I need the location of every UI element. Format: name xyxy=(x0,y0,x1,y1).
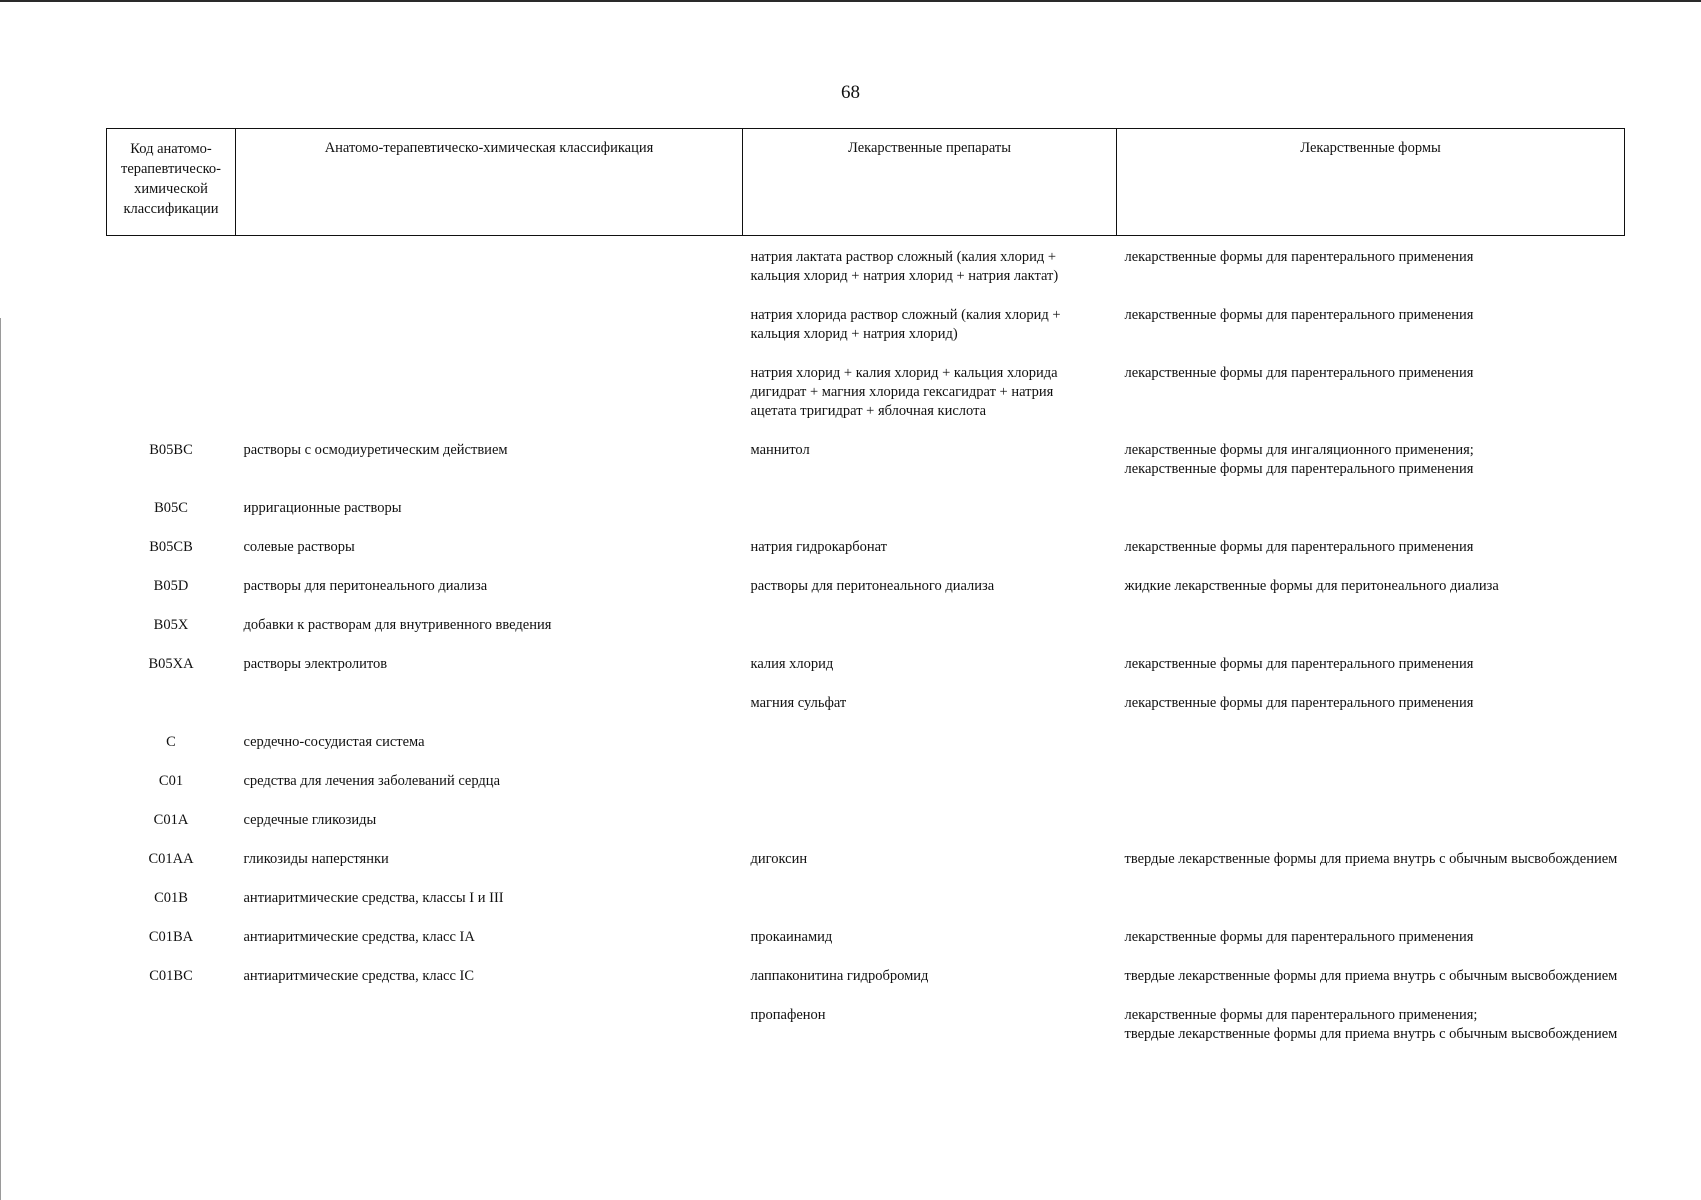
dosage-form-line: лекарственные формы для парентерального применения xyxy=(1124,365,1474,381)
atc-code-cell: C01BC xyxy=(149,968,193,984)
atc-code-cell: C01B xyxy=(154,890,188,906)
drug-name-cell xyxy=(743,499,1117,538)
top-edge-rule xyxy=(0,0,1701,2)
header-atc-classification: Анатомо-терапевтическо-химическая классификация xyxy=(236,129,743,236)
table-row xyxy=(107,577,1625,616)
atc-classification-cell: средства для лечения заболеваний сердца xyxy=(243,773,501,789)
dosage-forms-cell xyxy=(1117,655,1625,694)
table-row xyxy=(107,616,1625,655)
drug-name-cell: натрия гидрокарбонат xyxy=(750,539,888,555)
drug-name-cell xyxy=(743,889,1117,928)
atc-code-cell: B05BC xyxy=(149,442,193,458)
table-row xyxy=(107,694,1625,733)
drug-name-cell: растворы для перитонеального диализа xyxy=(750,578,995,594)
drug-name-cell: натрия лактата раствор сложный (калия хлорид + кальция хлорид + натрия хлорид + натрия лактат) xyxy=(750,249,1059,284)
dosage-forms-cell xyxy=(1117,889,1625,928)
drug-name-cell: магния сульфат xyxy=(750,695,847,711)
table-row xyxy=(107,889,1625,928)
dosage-form-line: лекарственные формы для парентерального применения xyxy=(1124,307,1474,323)
atc-code-cell: C01BA xyxy=(148,929,194,945)
table-row xyxy=(107,772,1625,811)
atc-code-cell xyxy=(107,1006,236,1064)
atc-classification-cell: растворы с осмодиуретическим действием xyxy=(243,442,508,458)
atc-code-cell: B05XA xyxy=(148,656,194,672)
dosage-forms-cell xyxy=(1117,306,1625,364)
atc-classification-cell: сердечно-сосудистая система xyxy=(243,734,425,750)
drug-name-cell: маннитол xyxy=(750,442,810,458)
atc-code-cell xyxy=(107,364,236,441)
table-row xyxy=(107,928,1625,967)
dosage-form-line: жидкие лекарственные формы для перитонеального диализа xyxy=(1124,578,1499,594)
dosage-forms-cell xyxy=(1117,616,1625,655)
atc-classification-cell: антиаритмические средства, класс IA xyxy=(243,929,475,945)
drug-name-cell xyxy=(743,811,1117,850)
dosage-form-line: лекарственные формы для парентерального применения xyxy=(1124,656,1474,672)
dosage-forms-cell xyxy=(1117,850,1625,889)
dosage-forms-cell xyxy=(1117,967,1625,1006)
atc-code-cell xyxy=(107,694,236,733)
dosage-forms-cell xyxy=(1117,364,1625,441)
dosage-forms-cell xyxy=(1117,733,1625,772)
dosage-form-line: лекарственные формы для парентерального применения xyxy=(1124,249,1474,265)
table-row xyxy=(107,538,1625,577)
table-row xyxy=(107,655,1625,694)
dosage-forms-cell xyxy=(1117,928,1625,967)
drug-name-cell: дигоксин xyxy=(750,851,808,867)
atc-code-cell: C01 xyxy=(158,773,184,789)
dosage-form-line: лекарственные формы для парентерального применения xyxy=(1124,461,1474,477)
atc-classification-cell xyxy=(236,236,743,307)
dosage-form-line: лекарственные формы для ингаляционного применения; xyxy=(1124,442,1474,458)
dosage-form-line: лекарственные формы для парентерального применения xyxy=(1124,695,1474,711)
dosage-forms-cell xyxy=(1117,499,1625,538)
dosage-form-line: лекарственные формы для парентерального применения; xyxy=(1124,1007,1478,1023)
atc-code-cell xyxy=(107,236,236,307)
dosage-forms-cell xyxy=(1117,577,1625,616)
atc-classification-cell: солевые растворы xyxy=(243,539,355,555)
table-row xyxy=(107,306,1625,364)
dosage-form-line: лекарственные формы для парентерального применения xyxy=(1124,929,1474,945)
drug-name-cell: прокаинамид xyxy=(750,929,833,945)
atc-code-cell: B05X xyxy=(153,617,189,633)
table-row xyxy=(107,733,1625,772)
atc-code-cell xyxy=(107,306,236,364)
header-drugs: Лекарственные препараты xyxy=(743,129,1117,236)
atc-code-cell: B05CB xyxy=(149,539,193,555)
dosage-form-line: твердые лекарственные формы для приема внутрь с обычным высвобождением xyxy=(1124,968,1618,984)
dosage-form-line: твердые лекарственные формы для приема внутрь с обычным высвобождением xyxy=(1124,1026,1618,1042)
dosage-forms-cell xyxy=(1117,811,1625,850)
drug-name-cell: натрия хлорид + калия хлорид + кальция хлорида дигидрат + магния хлорида гексагидрат + натрия ацетата тригидрат + яблочная кислота xyxy=(750,365,1058,419)
dosage-form-line: твердые лекарственные формы для приема внутрь с обычным высвобождением xyxy=(1124,851,1618,867)
table-body xyxy=(107,236,1625,1065)
atc-classification-cell: растворы для перитонеального диализа xyxy=(243,578,488,594)
table-row xyxy=(107,811,1625,850)
atc-code-cell: C01AA xyxy=(148,851,194,867)
atc-code-cell: B05C xyxy=(154,500,188,516)
atc-classification-cell: антиаритмические средства, класс IC xyxy=(243,968,475,984)
drug-name-cell: калия хлорид xyxy=(750,656,834,672)
drug-name-cell xyxy=(743,733,1117,772)
drug-name-cell xyxy=(743,616,1117,655)
atc-classification-cell: гликозиды наперстянки xyxy=(243,851,389,867)
dosage-forms-cell xyxy=(1117,694,1625,733)
table-row xyxy=(107,236,1625,307)
table-row xyxy=(107,967,1625,1006)
table-row xyxy=(107,364,1625,441)
atc-code-cell: C xyxy=(166,734,176,750)
drug-classification-table xyxy=(106,128,1625,1064)
atc-code-cell: B05D xyxy=(153,578,189,594)
atc-classification-cell: ирригационные растворы xyxy=(243,500,402,516)
atc-code-cell: C01A xyxy=(153,812,189,828)
table-row xyxy=(107,1006,1625,1064)
atc-classification-cell: сердечные гликозиды xyxy=(243,812,377,828)
drug-name-cell: пропафенон xyxy=(750,1007,826,1023)
drug-name-cell: натрия хлорида раствор сложный (калия хлорид + кальция хлорид + натрия хлорид) xyxy=(750,307,1061,342)
dosage-forms-cell xyxy=(1117,441,1625,499)
dosage-forms-cell xyxy=(1117,236,1625,307)
atc-classification-cell: растворы электролитов xyxy=(243,656,388,672)
dosage-forms-cell xyxy=(1117,772,1625,811)
header-dosage-forms: Лекарственные формы xyxy=(1117,129,1625,236)
dosage-forms-cell xyxy=(1117,538,1625,577)
dosage-form-line: лекарственные формы для парентерального применения xyxy=(1124,539,1474,555)
atc-classification-cell: добавки к растворам для внутривенного введения xyxy=(243,617,552,633)
atc-classification-cell xyxy=(236,306,743,364)
table-row xyxy=(107,499,1625,538)
atc-classification-cell xyxy=(236,364,743,441)
left-edge-rule xyxy=(0,318,1,1200)
drug-name-cell: лаппаконитина гидробромид xyxy=(750,968,929,984)
dosage-forms-cell xyxy=(1117,1006,1625,1064)
atc-classification-cell xyxy=(236,1006,743,1064)
header-atc-code: Код анатомо-терапевтическо-химической классификации xyxy=(107,129,236,236)
atc-classification-cell xyxy=(236,694,743,733)
page-number: 68 xyxy=(841,82,860,103)
drug-name-cell xyxy=(743,772,1117,811)
table-row xyxy=(107,850,1625,889)
table-header-row xyxy=(107,129,1625,236)
atc-classification-cell: антиаритмические средства, классы I и III xyxy=(243,890,504,906)
table-row xyxy=(107,441,1625,499)
